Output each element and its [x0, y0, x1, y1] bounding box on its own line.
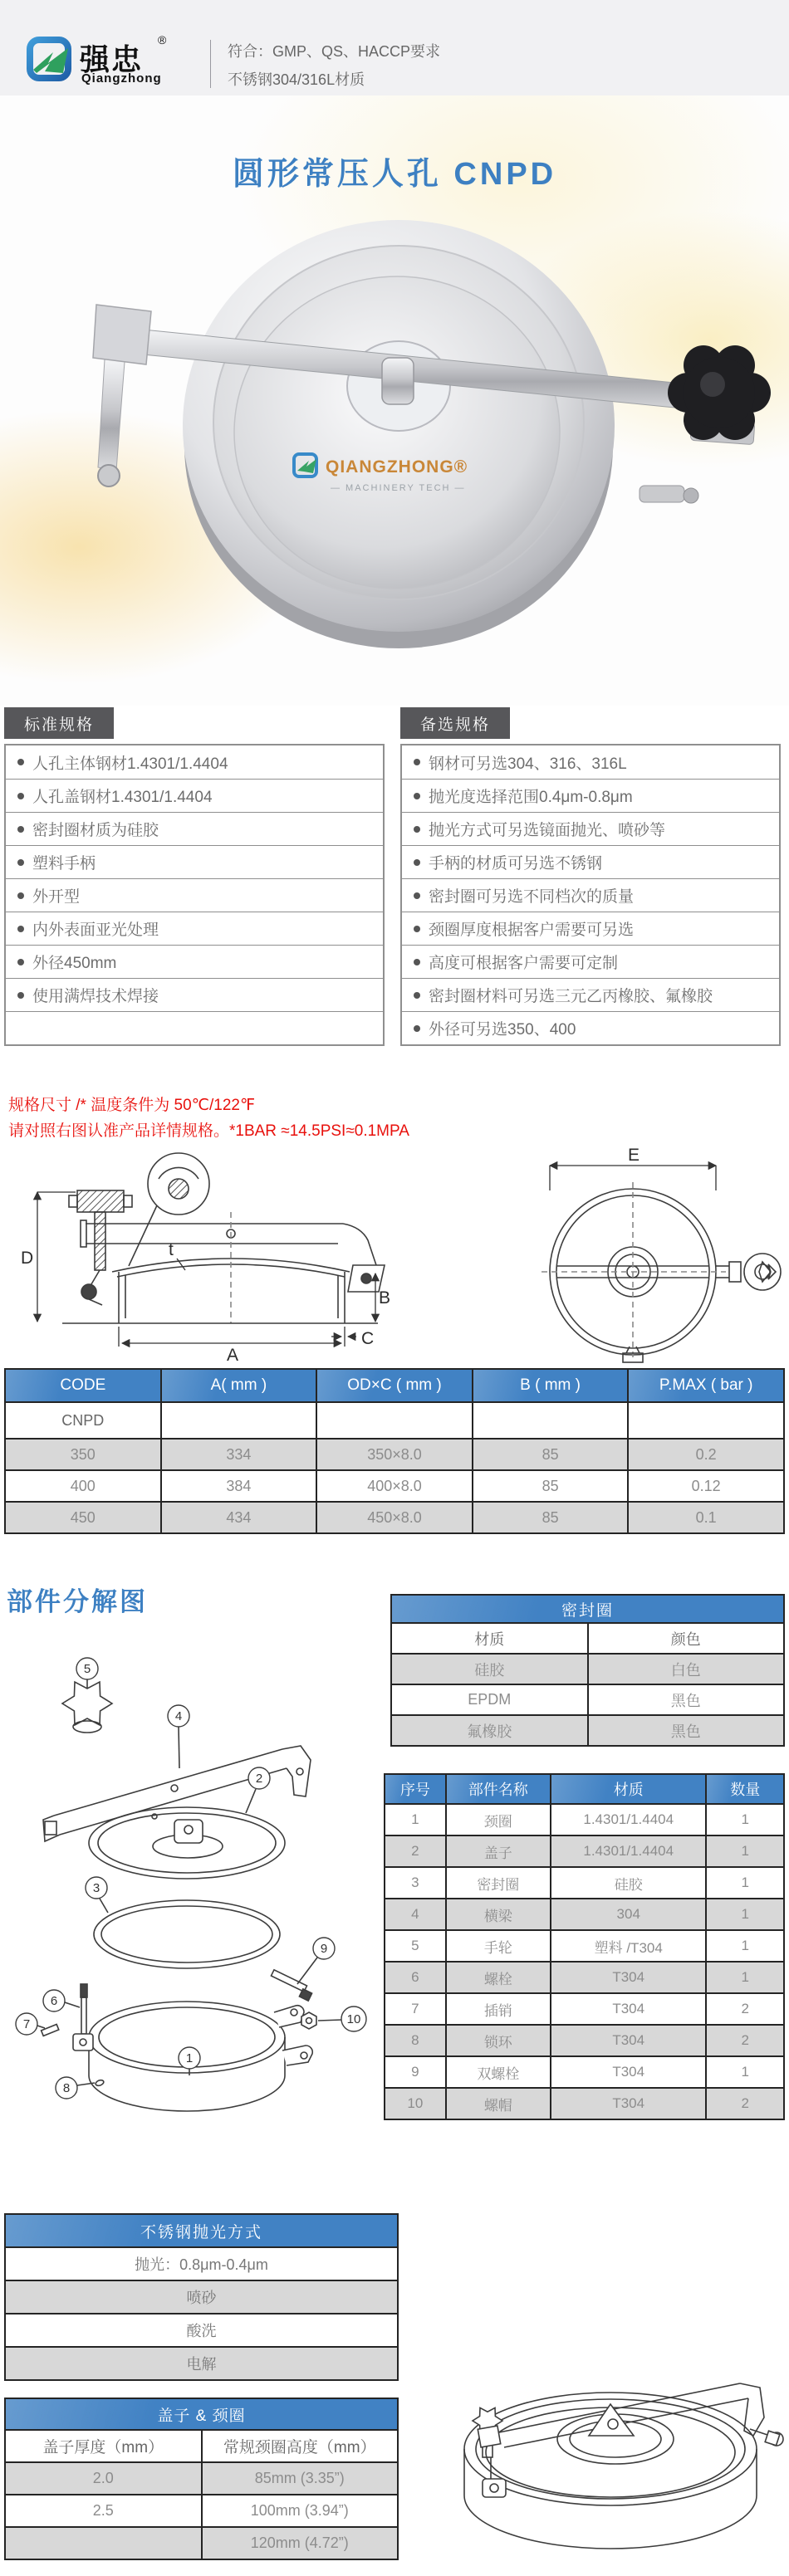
table-cell: 盖子: [446, 1835, 551, 1867]
col-header: 部件名称: [446, 1774, 551, 1804]
table-row: [391, 1715, 784, 1746]
center-hub: [382, 358, 414, 404]
table-cell: 颜色: [588, 1623, 785, 1654]
list-item: [6, 978, 383, 1011]
dim-label-d: D: [21, 1249, 34, 1268]
balloon-3: 3: [92, 1881, 100, 1895]
top-view-drawing: [508, 1147, 787, 1365]
col-header: 序号: [385, 1774, 446, 1804]
table-cell: [161, 1402, 317, 1439]
balloon-9: 9: [320, 1942, 328, 1956]
table-row: [385, 1962, 784, 1993]
polish-table: [4, 2213, 399, 2381]
balloon-1: 1: [185, 2051, 194, 2065]
bullet-icon: [414, 992, 420, 999]
list-item: [402, 912, 779, 945]
qiangzhong-logo-icon: [25, 35, 75, 85]
table-cell: 7: [385, 1993, 446, 2025]
table-row: [5, 2430, 398, 2462]
table-cell: 1: [385, 1804, 446, 1835]
header: [0, 0, 789, 95]
spec-text: 钢材可另选304、316、316L: [429, 755, 627, 773]
table-cell: 4: [385, 1899, 446, 1930]
table-cell: 盖子厚度（mm）: [5, 2430, 202, 2462]
bullet-icon: [414, 892, 420, 899]
table-title: 盖子 & 颈圈: [5, 2398, 398, 2430]
table-cell: 1: [706, 1867, 784, 1899]
table-cell: T304: [551, 2056, 707, 2088]
page-title: 圆形常压人孔 CNPD: [232, 157, 557, 192]
table-row: [5, 2247, 398, 2280]
left-hinge-bolt: [98, 465, 120, 486]
table-cell: CNPD: [5, 1402, 161, 1439]
table-cell: 黑色: [588, 1715, 785, 1746]
spec-text: 使用满焊技术焊接: [32, 988, 159, 1005]
header-tagline-1: 符合：GMP、QS、HACCP要求: [228, 43, 441, 60]
col-header: B ( mm ): [473, 1369, 629, 1402]
bullet-icon: [17, 926, 24, 932]
bullet-icon: [17, 959, 24, 965]
table-cell: 0.1: [628, 1502, 784, 1533]
dim-label-b: B: [379, 1288, 390, 1308]
table-row: [5, 2314, 398, 2347]
table-cell: 抛光：0.8μm-0.4μm: [5, 2247, 398, 2280]
parts-table: [384, 1773, 785, 2120]
table-cell: 10: [385, 2088, 446, 2119]
table-row: [385, 1867, 784, 1899]
table-row: [385, 1993, 784, 2025]
balloon-4: 4: [174, 1709, 183, 1723]
table-cell: [628, 1402, 784, 1439]
bullet-icon: [17, 859, 24, 866]
table-cell: 密封圈: [446, 1867, 551, 1899]
table-cell: 2: [706, 2088, 784, 2119]
spec-text: 抛光度选择范围0.4μm-0.8μm: [429, 789, 633, 806]
balloon-7: 7: [22, 2017, 31, 2031]
table-cell: 2: [385, 1835, 446, 1867]
table-cell: 材质: [391, 1623, 588, 1654]
table-row: [391, 1684, 784, 1715]
left-bracket: [93, 305, 151, 364]
table-cell: 3: [385, 1867, 446, 1899]
exploded-section-title: 部件分解图: [7, 1587, 148, 1616]
spec-text: 密封圈材质为硅胶: [32, 822, 159, 839]
balloon-8: 8: [62, 2081, 71, 2095]
table-cell: 酸洗: [5, 2314, 398, 2347]
bullet-icon: [414, 793, 420, 799]
table-header-row: [5, 1369, 784, 1402]
table-cell: 2.5: [5, 2495, 202, 2527]
table-cell: 5: [385, 1930, 446, 1962]
bullet-icon: [414, 959, 420, 965]
table-cell: 1.4301/1.4404: [551, 1835, 707, 1867]
table-row: [5, 2347, 398, 2380]
list-item: [402, 779, 779, 812]
right-clamp: [640, 486, 698, 503]
col-header: 材质: [551, 1774, 707, 1804]
side-view-drawing: [12, 1147, 390, 1365]
table-cell: 1: [706, 2056, 784, 2088]
table-cell: 硅胶: [391, 1654, 588, 1684]
table-row: [385, 1930, 784, 1962]
watermark-line1: QIANGZHONG®: [326, 457, 468, 477]
table-cell: 85: [473, 1502, 629, 1533]
spec-text: 外径450mm: [32, 955, 117, 972]
balloon-6: 6: [50, 1994, 58, 2008]
table-cell: 锁环: [446, 2025, 551, 2056]
table-cell: 8: [385, 2025, 446, 2056]
table-header-row: [391, 1595, 784, 1623]
table-cell: 插销: [446, 1993, 551, 2025]
table-cell: 0.2: [628, 1439, 784, 1470]
table-cell: 1: [706, 1804, 784, 1835]
balloon-2: 2: [255, 1772, 263, 1786]
table-cell: EPDM: [391, 1684, 588, 1715]
list-item: [402, 845, 779, 878]
dim-label-a: A: [227, 1346, 239, 1365]
bullet-icon: [414, 759, 420, 765]
table-header-row: [385, 1774, 784, 1804]
table-cell: [316, 1402, 473, 1439]
spec-text: 高度可根据客户需要可定制: [429, 955, 619, 972]
left-arm: [98, 359, 125, 471]
table-cell: T304: [551, 1962, 707, 1993]
spec-text: 人孔盖钢材1.4301/1.4404: [32, 789, 213, 806]
standard-specs-box: [4, 707, 385, 1046]
spec-text: 外开型: [32, 888, 81, 906]
spec-text: 人孔主体钢材1.4301/1.4404: [32, 755, 228, 773]
brand-name-en: Qiangzhong: [81, 71, 162, 86]
spec-text: 外径可另选350、400: [429, 1021, 576, 1039]
list-item: [402, 878, 779, 912]
list-item: [6, 779, 383, 812]
table-cell: 1.4301/1.4404: [551, 1804, 707, 1835]
table-cell: 1: [706, 1899, 784, 1930]
cover-dome: [234, 276, 560, 589]
bullet-icon: [17, 759, 24, 765]
table-cell: 350×8.0: [316, 1439, 473, 1470]
spec-text: 内外表面亚光处理: [32, 921, 159, 939]
list-item: [6, 878, 383, 912]
list-item: [6, 945, 383, 978]
list-item: [402, 945, 779, 978]
list-item: [6, 912, 383, 945]
table-cell: 螺栓: [446, 1962, 551, 1993]
table-row: [391, 1623, 784, 1654]
table-row: [385, 1804, 784, 1835]
table-cell: 塑料 /T304: [551, 1930, 707, 1962]
table-row: [385, 1835, 784, 1867]
table-cell: 304: [551, 1899, 707, 1930]
spec-text: 手柄的材质可另选不锈钢: [429, 855, 603, 873]
spec-text: 塑料手柄: [32, 855, 96, 873]
table-cell: 喷砂: [5, 2280, 398, 2314]
table-cell: 2: [706, 1993, 784, 2025]
col-header: 数量: [706, 1774, 784, 1804]
brand-name-cn: 强忠: [80, 42, 144, 76]
spec-text: 密封圈可另选不同档次的质量: [429, 888, 635, 906]
table-cell: 6: [385, 1962, 446, 1993]
table-cell: 85: [473, 1470, 629, 1502]
bullet-icon: [17, 892, 24, 899]
dim-label-t: t: [169, 1240, 174, 1259]
bullet-icon: [17, 992, 24, 999]
spec-text: 抛光方式可另选镜面抛光、喷砂等: [429, 822, 666, 839]
list-item: [402, 812, 779, 845]
spec-text: 颈圈厚度根据客户需要可另选: [429, 921, 635, 939]
col-header: OD×C ( mm ): [316, 1369, 473, 1402]
list-item-empty: [6, 1011, 383, 1044]
table-cell: 450: [5, 1502, 161, 1533]
hand-knob: [668, 345, 771, 440]
table-title: 不锈钢抛光方式: [5, 2214, 398, 2247]
table-row: [5, 2462, 398, 2495]
optional-specs-tab: 备选规格: [400, 707, 510, 739]
table-cell: 1: [706, 1930, 784, 1962]
bullet-icon: [414, 859, 420, 866]
col-header: CODE: [5, 1369, 161, 1402]
table-row: [385, 1899, 784, 1930]
table-cell: [473, 1402, 629, 1439]
list-item: [6, 745, 383, 779]
table-cell: 颈圈: [446, 1804, 551, 1835]
bullet-icon: [414, 826, 420, 833]
table-cell: T304: [551, 2025, 707, 2056]
table-row: [385, 2088, 784, 2119]
list-item: [402, 978, 779, 1011]
table-cell: 常规颈圈高度（mm）: [202, 2430, 399, 2462]
standard-specs-tab: 标准规格: [4, 707, 114, 739]
table-cell: 氟橡胶: [391, 1715, 588, 1746]
standard-specs-list: [4, 744, 385, 1046]
table-cell: 2: [706, 2025, 784, 2056]
table-cell: 450×8.0: [316, 1502, 473, 1533]
col-header: A( mm ): [161, 1369, 317, 1402]
table-cell: 1: [706, 1835, 784, 1867]
table-cell: 9: [385, 2056, 446, 2088]
table-row: [391, 1654, 784, 1684]
table-cell: 400×8.0: [316, 1470, 473, 1502]
table-row: [385, 2025, 784, 2056]
table-cell: [5, 2527, 202, 2559]
table-row: [5, 2527, 398, 2559]
cover-neck-table: [4, 2398, 399, 2560]
table-row: [5, 2280, 398, 2314]
table-cell: 400: [5, 1470, 161, 1502]
pressure-note: 请对照右图认准产品详情规格。*1BAR ≈14.5PSI≈0.1MPA: [8, 1122, 409, 1140]
bullet-icon: [17, 793, 24, 799]
table-cell: 100mm (3.94”): [202, 2495, 399, 2527]
table-cell: 384: [161, 1470, 317, 1502]
bullet-icon: [414, 1025, 420, 1032]
table-row: [5, 1439, 784, 1470]
optional-specs-box: [400, 707, 781, 1046]
bullet-icon: [17, 826, 24, 833]
bullet-icon: [414, 926, 420, 932]
table-cell: 黑色: [588, 1684, 785, 1715]
table-cell: 1: [706, 1962, 784, 1993]
exploded-diagram: [8, 1654, 374, 2152]
table-cell: T304: [551, 1993, 707, 2025]
table-cell: 白色: [588, 1654, 785, 1684]
table-cell: 85mm (3.35”): [202, 2462, 399, 2495]
table-cell: T304: [551, 2088, 707, 2119]
table-cell: 350: [5, 1439, 161, 1470]
table-header-row: [5, 2398, 398, 2430]
table-row: [5, 1470, 784, 1502]
table-row: [385, 2056, 784, 2088]
table-cell: 0.12: [628, 1470, 784, 1502]
table-cell: 螺帽: [446, 2088, 551, 2119]
table-cell: 双螺栓: [446, 2056, 551, 2088]
table-row: [5, 1402, 784, 1439]
table-cell: 手轮: [446, 1930, 551, 1962]
assembled-drawing: [419, 2356, 789, 2576]
table-cell: 120mm (4.72”): [202, 2527, 399, 2559]
table-cell: 硅胶: [551, 1867, 707, 1899]
header-tagline-2: 不锈钢304/316L材质: [228, 71, 365, 88]
header-divider: [210, 40, 211, 88]
table-cell: 334: [161, 1439, 317, 1470]
table-cell: 85: [473, 1439, 629, 1470]
watermark-line2: — MACHINERY TECH —: [331, 483, 466, 493]
list-item: [402, 1011, 779, 1044]
table-cell: 电解: [5, 2347, 398, 2380]
col-header: P.MAX ( bar ): [628, 1369, 784, 1402]
table-cell: 横梁: [446, 1899, 551, 1930]
registered-mark: ®: [158, 33, 167, 46]
list-item: [402, 745, 779, 779]
table-cell: 2.0: [5, 2462, 202, 2495]
balloon-5: 5: [83, 1662, 91, 1676]
table-row: [5, 1502, 784, 1533]
balloon-10: 10: [346, 2012, 361, 2026]
table-title: 密封圈: [391, 1595, 784, 1623]
table-row: [5, 2495, 398, 2527]
table-header-row: [5, 2214, 398, 2247]
list-item: [6, 812, 383, 845]
size-table: [4, 1368, 785, 1534]
dim-label-c: C: [361, 1329, 375, 1348]
dim-label-e: E: [628, 1147, 640, 1165]
optional-specs-list: [400, 744, 781, 1046]
table-cell: 434: [161, 1502, 317, 1533]
temperature-note: 规格尺寸 /* 温度条件为 50℃/122℉: [8, 1097, 256, 1114]
list-item: [6, 845, 383, 878]
spec-text: 密封圈材料可另选三元乙丙橡胶、氟橡胶: [429, 988, 713, 1005]
seal-ring-table: [390, 1594, 785, 1747]
